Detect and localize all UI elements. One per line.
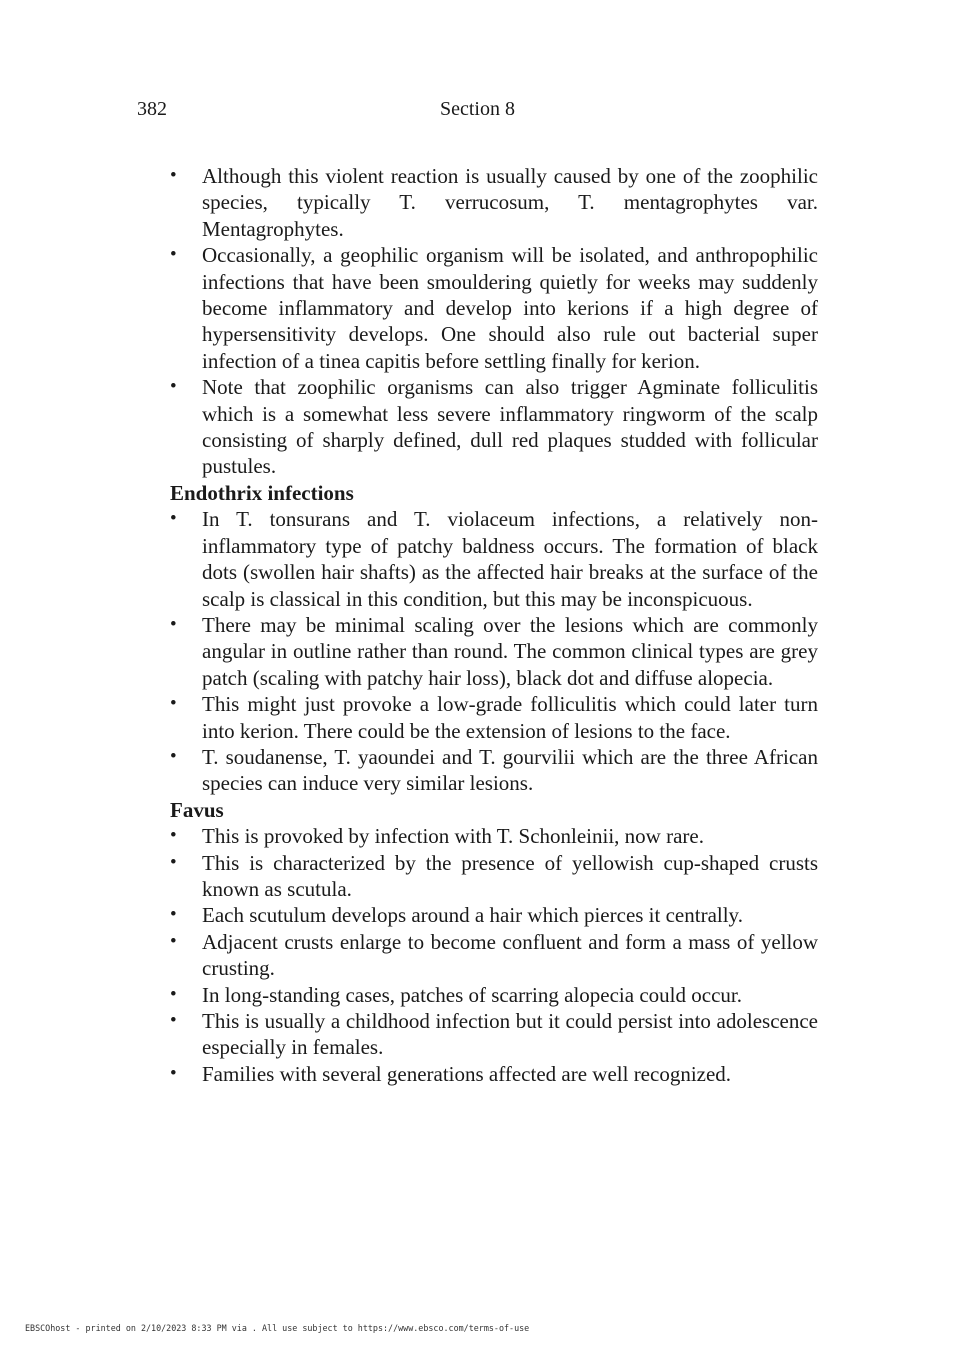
list-item: • In long-standing cases, patches of scarring alopecia could occur. xyxy=(170,982,818,1008)
list-item: • Note that zoophilic organisms can also trigger Agminate folliculitis which is a somewhat less severe inflammatory ringworm of the scalp consisting of sharply defined, dull red plaques studded with follicular pustules. xyxy=(170,374,818,480)
page-number: 382 xyxy=(137,98,167,120)
main-content xyxy=(170,163,818,1087)
list-item: • This might just provoke a low-grade folliculitis which could later turn into kerion. There could be the extension of lesions to the face. xyxy=(170,691,818,744)
list-item: • Families with several generations affected are well recognized. xyxy=(170,1061,818,1087)
list-item: • This is provoked by infection with T. Schonleinii, now rare. xyxy=(170,823,818,849)
bullet-list xyxy=(170,506,818,796)
list-item: • Although this violent reaction is usually caused by one of the zoophilic species, typically T. verrucosum, T. mentagrophytes var. Mentagrophytes. xyxy=(170,163,818,242)
list-item: • Each scutulum develops around a hair which pierces it centrally. xyxy=(170,902,818,928)
bullet-list xyxy=(170,823,818,1087)
running-head: Section 8 xyxy=(440,98,515,120)
list-item: • Adjacent crusts enlarge to become confluent and form a mass of yellow crusting. xyxy=(170,929,818,982)
list-item: • This is characterized by the presence of yellowish cup-shaped crusts known as scutula. xyxy=(170,850,818,903)
bullet-list xyxy=(170,163,818,480)
list-item: • Occasionally, a geophilic organism will be isolated, and anthropophilic infections that have been smouldering quietly for weeks may suddenly become inflammatory and develop into kerions if a high degree of hypersensitivity develops. One should also rule out bacterial super infection of a tinea capitis before settling finally for kerion. xyxy=(170,242,818,374)
footer-notice: EBSCOhost - printed on 2/10/2023 8:33 PM via . All use subject to https://www.ebsco.com/terms-of-use xyxy=(25,1323,530,1333)
section-heading-favus: Favus xyxy=(170,797,224,822)
list-item: • In T. tonsurans and T. violaceum infections, a relatively non-inflammatory type of patchy baldness occurs. The formation of black dots (swollen hair shafts) as the affected hair breaks at the surface of the scalp is classical in this condition, but this may be inconspicuous. xyxy=(170,506,818,612)
list-item: • T. soudanense, T. yaoundei and T. gourvilii which are the three African species can induce very similar lesions. xyxy=(170,744,818,797)
list-item: • This is usually a childhood infection but it could persist into adolescence especially in females. xyxy=(170,1008,818,1061)
list-item: • There may be minimal scaling over the lesions which are commonly angular in outline rather than round. The common clinical types are grey patch (scaling with patchy hair loss), black dot and diffuse alopecia. xyxy=(170,612,818,691)
section-heading-endothrix: Endothrix infections xyxy=(170,480,354,505)
